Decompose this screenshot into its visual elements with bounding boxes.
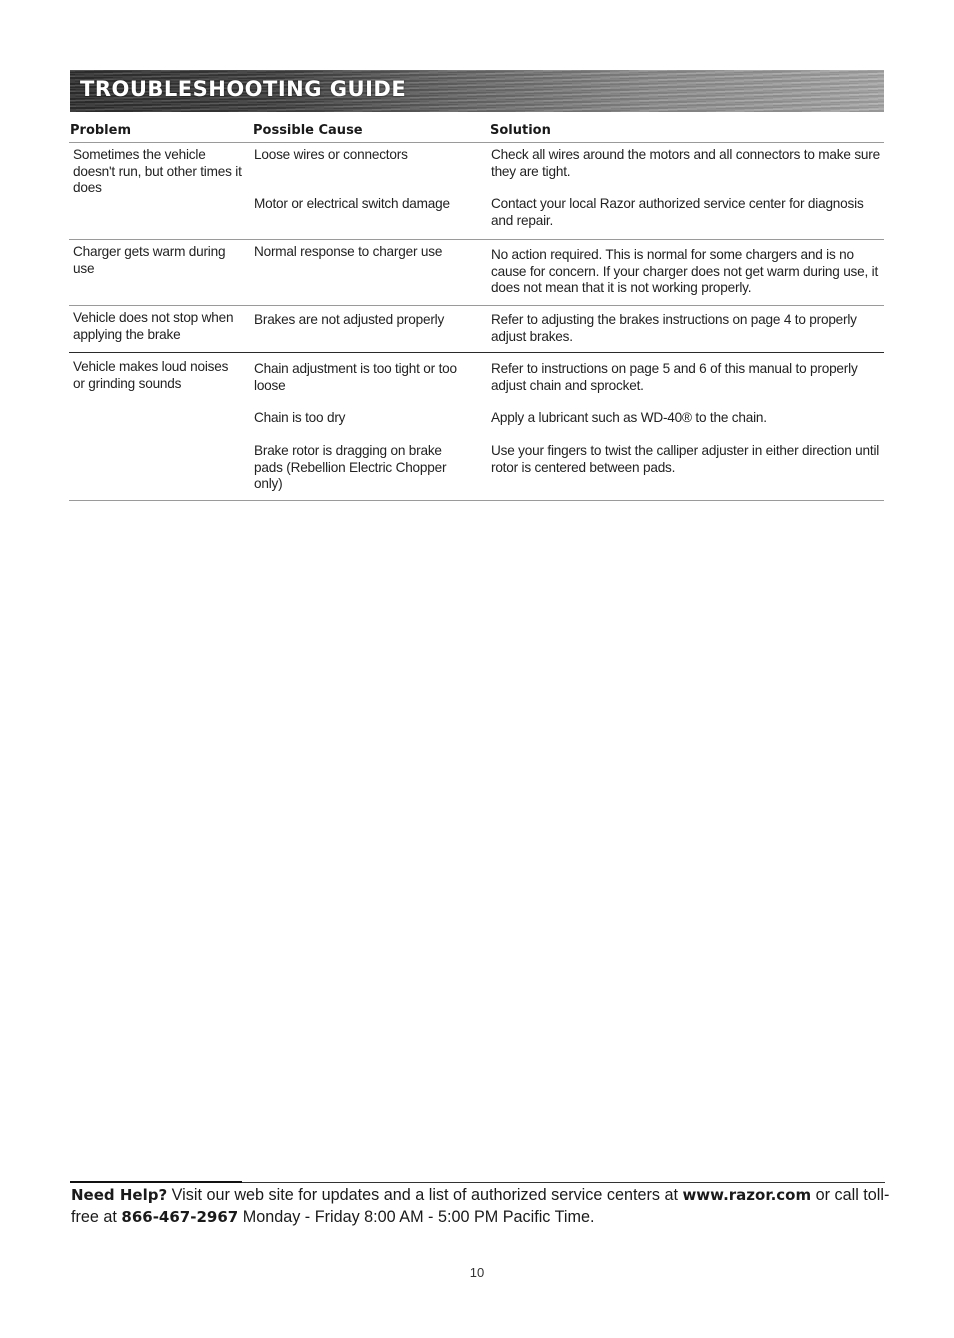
cause-cell: Loose wires or connectors [254,147,408,162]
problem-cell: Sometimes the vehicle doesn't run, but other times it does [73,147,242,195]
page-title: TROUBLESHOOTING GUIDE [80,77,407,101]
help-footer [71,1184,901,1228]
solution-cell: Contact your local Razor authorized service center for diagnosis and repair. [491,196,864,228]
cause-cell: Chain is too dry [254,410,346,425]
row-divider [69,305,884,306]
need-help-label: Need Help? [71,1186,168,1204]
row-divider [69,352,884,353]
cause-cell: Brake rotor is dragging on brake pads (Rebellion Electric Chopper only) [254,443,447,491]
solution-cell: Refer to adjusting the brakes instructions on page 4 to properly adjust brakes. [491,312,857,344]
solution-cell: Apply a lubricant such as WD-40® to the chain. [491,410,767,425]
cause-cell: Chain adjustment is too tight or too loose [254,361,457,393]
problem-cell: Vehicle makes loud noises or grinding sounds [73,359,229,391]
footer-divider-accent [70,1181,242,1183]
footer-text: Visit our web site for updates and a list of authorized service centers at [167,1186,683,1204]
cause-cell: Normal response to charger use [254,244,443,259]
row-divider [69,239,884,240]
header-possible-cause: Possible Cause [253,123,363,138]
solution-cell: Refer to instructions on page 5 and 6 of this manual to properly adjust chain and sprocket. [491,361,858,393]
solution-cell: Check all wires around the motors and all connectors to make sure they are tight. [491,147,880,179]
header-divider [69,142,884,143]
page-number: 10 [469,1265,485,1280]
solution-cell: No action required. This is normal for some chargers and is no cause for concern. If your charger does not get warm during use, it does not mean that it is not working properly. [491,247,879,295]
title-banner [70,70,884,112]
problem-cell: Charger gets warm during use [73,244,226,276]
cause-cell: Brakes are not adjusted properly [254,312,445,327]
cause-cell: Motor or electrical switch damage [254,196,450,211]
footer-text: or call toll-free at [71,1186,890,1226]
header-solution: Solution [490,123,551,138]
website-link[interactable]: www.razor.com [682,1186,812,1204]
footer-text: Monday - Friday 8:00 AM - 5:00 PM Pacific Time. [238,1208,595,1226]
phone-number: 866-467-2967 [121,1208,239,1226]
solution-cell: Use your fingers to twist the calliper adjuster in either direction until rotor is centered between pads. [491,443,880,475]
table-bottom-rule [69,500,884,501]
header-problem: Problem [70,123,131,138]
problem-cell: Vehicle does not stop when applying the brake [73,310,234,342]
